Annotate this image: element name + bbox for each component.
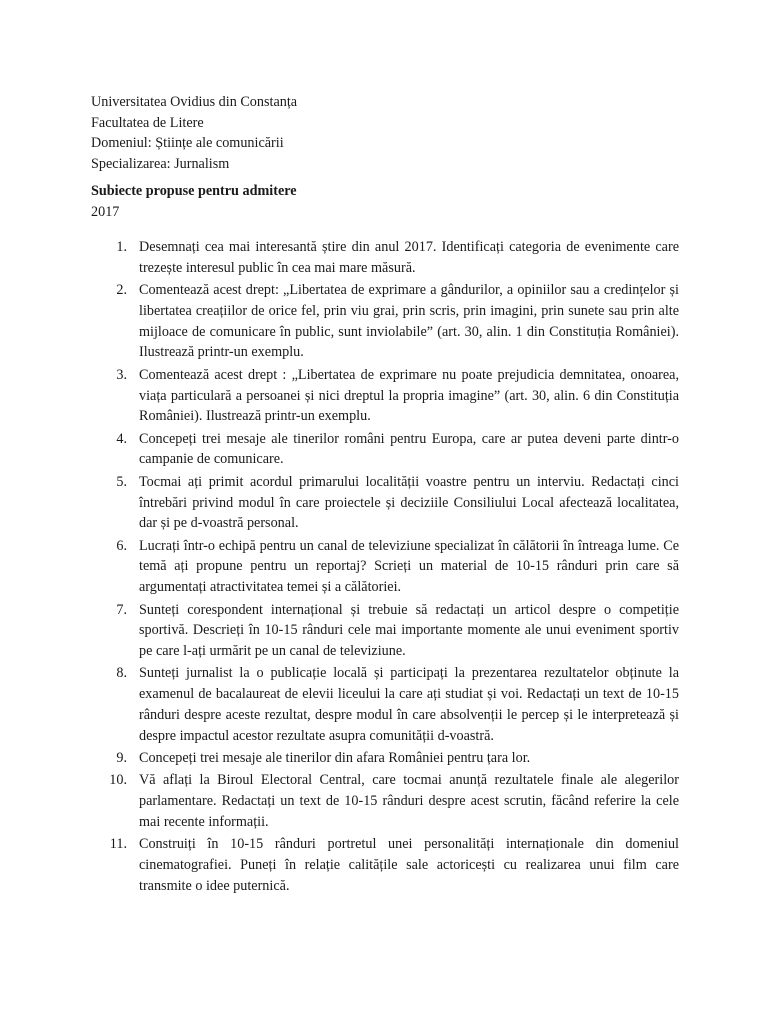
question-item: [91, 748, 679, 769]
question-number: 4.: [116, 430, 127, 447]
question-number: 10.: [109, 772, 127, 789]
question-text: Desemnați cea mai interesantă știre din anul 2017. Identificați categoria de evenimente care trezește interesul public în cea mai mare măsură.: [139, 239, 679, 276]
university-name: Universitatea Ovidius din Constanța: [91, 94, 298, 110]
question-number: 6.: [116, 537, 127, 554]
question-text: Comentează acest drept : „Libertatea de exprimare nu poate prejudicia demnitatea, onoarea, viața particulară a persoanei și nici dreptul la propria imagine” (art. 30, alin. 6 din Constituția României). Ilustrează printr-un exemplu.: [139, 366, 679, 425]
question-item: [91, 237, 679, 279]
question-item: [91, 536, 679, 598]
question-text: Sunteți corespondent internațional și trebuie să redactați un articol despre o competiție sportivă. Descrieți în 10-15 rânduri cele mai importante momente ale unui eveniment sportiv pe care l-ați urmărit pe un canal de televiziune.: [139, 601, 679, 660]
question-item: [91, 280, 679, 363]
question-item: [91, 429, 679, 471]
question-text: Comentează acest drept: „Libertatea de exprimare a gândurilor, a opiniilor sau a credințelor și libertatea creațiilor de orice fel, prin viu grai, prin scris, prin imagini, prin sunete sau prin alte mijloace de comunicare în public, sunt inviolabile” (art. 30, alin. 1 din Constituția României). Ilustrează printr-un exemplu.: [139, 282, 679, 361]
question-number: 9.: [116, 750, 127, 767]
question-number: 1.: [116, 239, 127, 255]
document-title: Subiecte propuse pentru admitere: [91, 183, 297, 199]
question-number: 7.: [116, 601, 127, 618]
question-text: Construiți în 10-15 rânduri portretul unei personalități internaționale din domeniul cinematografiei. Puneți în relație calitățile sale actoricești cu realizarea unui film care transmite o idee puternică.: [139, 836, 679, 894]
question-item: [91, 834, 679, 896]
question-text: Vă aflați la Biroul Electoral Central, care tocmai anunță rezultatele finale ale alegerilor parlamentare. Redactați un text de 10-15 rânduri despre acest scrutin, făcând referire la cele mai recente informații.: [139, 772, 679, 831]
question-item: [91, 472, 679, 534]
domain-line: Domeniul: Științe ale comunicării: [91, 135, 284, 151]
question-number: 11.: [109, 836, 127, 853]
question-number: 3.: [116, 366, 127, 383]
title-block: [91, 181, 297, 222]
question-item: [91, 770, 679, 832]
document-header: [91, 92, 297, 174]
questions-list: [91, 237, 679, 898]
question-text: Concepeți trei mesaje ale tinerilor din afara României pentru țara lor.: [139, 750, 531, 767]
question-text: Concepeți trei mesaje ale tinerilor români pentru Europa, care ar putea deveni parte dintr-o campanie de comunicare.: [139, 430, 679, 468]
question-number: 5.: [116, 473, 127, 490]
question-item: [91, 600, 679, 662]
specialization-line: Specializarea: Jurnalism: [91, 155, 230, 172]
faculty-name: Facultatea de Litere: [91, 114, 204, 131]
document-year: 2017: [91, 203, 120, 220]
question-text: Lucrați într-o echipă pentru un canal de televiziune specializat în călătorii în întreaga lume. Ce temă ați propune pentru un reportaj? Scrieți un material de 10-15 rânduri prin care să argumentați atractivitatea temei și a călătoriei.: [139, 537, 679, 596]
question-item: [91, 663, 679, 746]
question-number: 8.: [116, 665, 127, 682]
question-item: [91, 365, 679, 427]
question-number: 2.: [116, 282, 127, 299]
question-text: Tocmai ați primit acordul primarului localității voastre pentru un interviu. Redactați cinci întrebări privind modul în care proiectele și deciziile Consiliului Local afectează localitatea, dar și pe d-voastră personal.: [139, 473, 679, 532]
question-text: Sunteți jurnalist la o publicație locală și participați la prezentarea rezultatelor obținute la examenul de bacalaureat de elevii liceului la care ați studiat și voi. Redactați un text de 10-15 rânduri despre aceste rezultat, despre modul în care absolvenții le percep și le interpretează și despre impactul acestor rezultate asupra comunității d-voastră.: [139, 665, 679, 744]
